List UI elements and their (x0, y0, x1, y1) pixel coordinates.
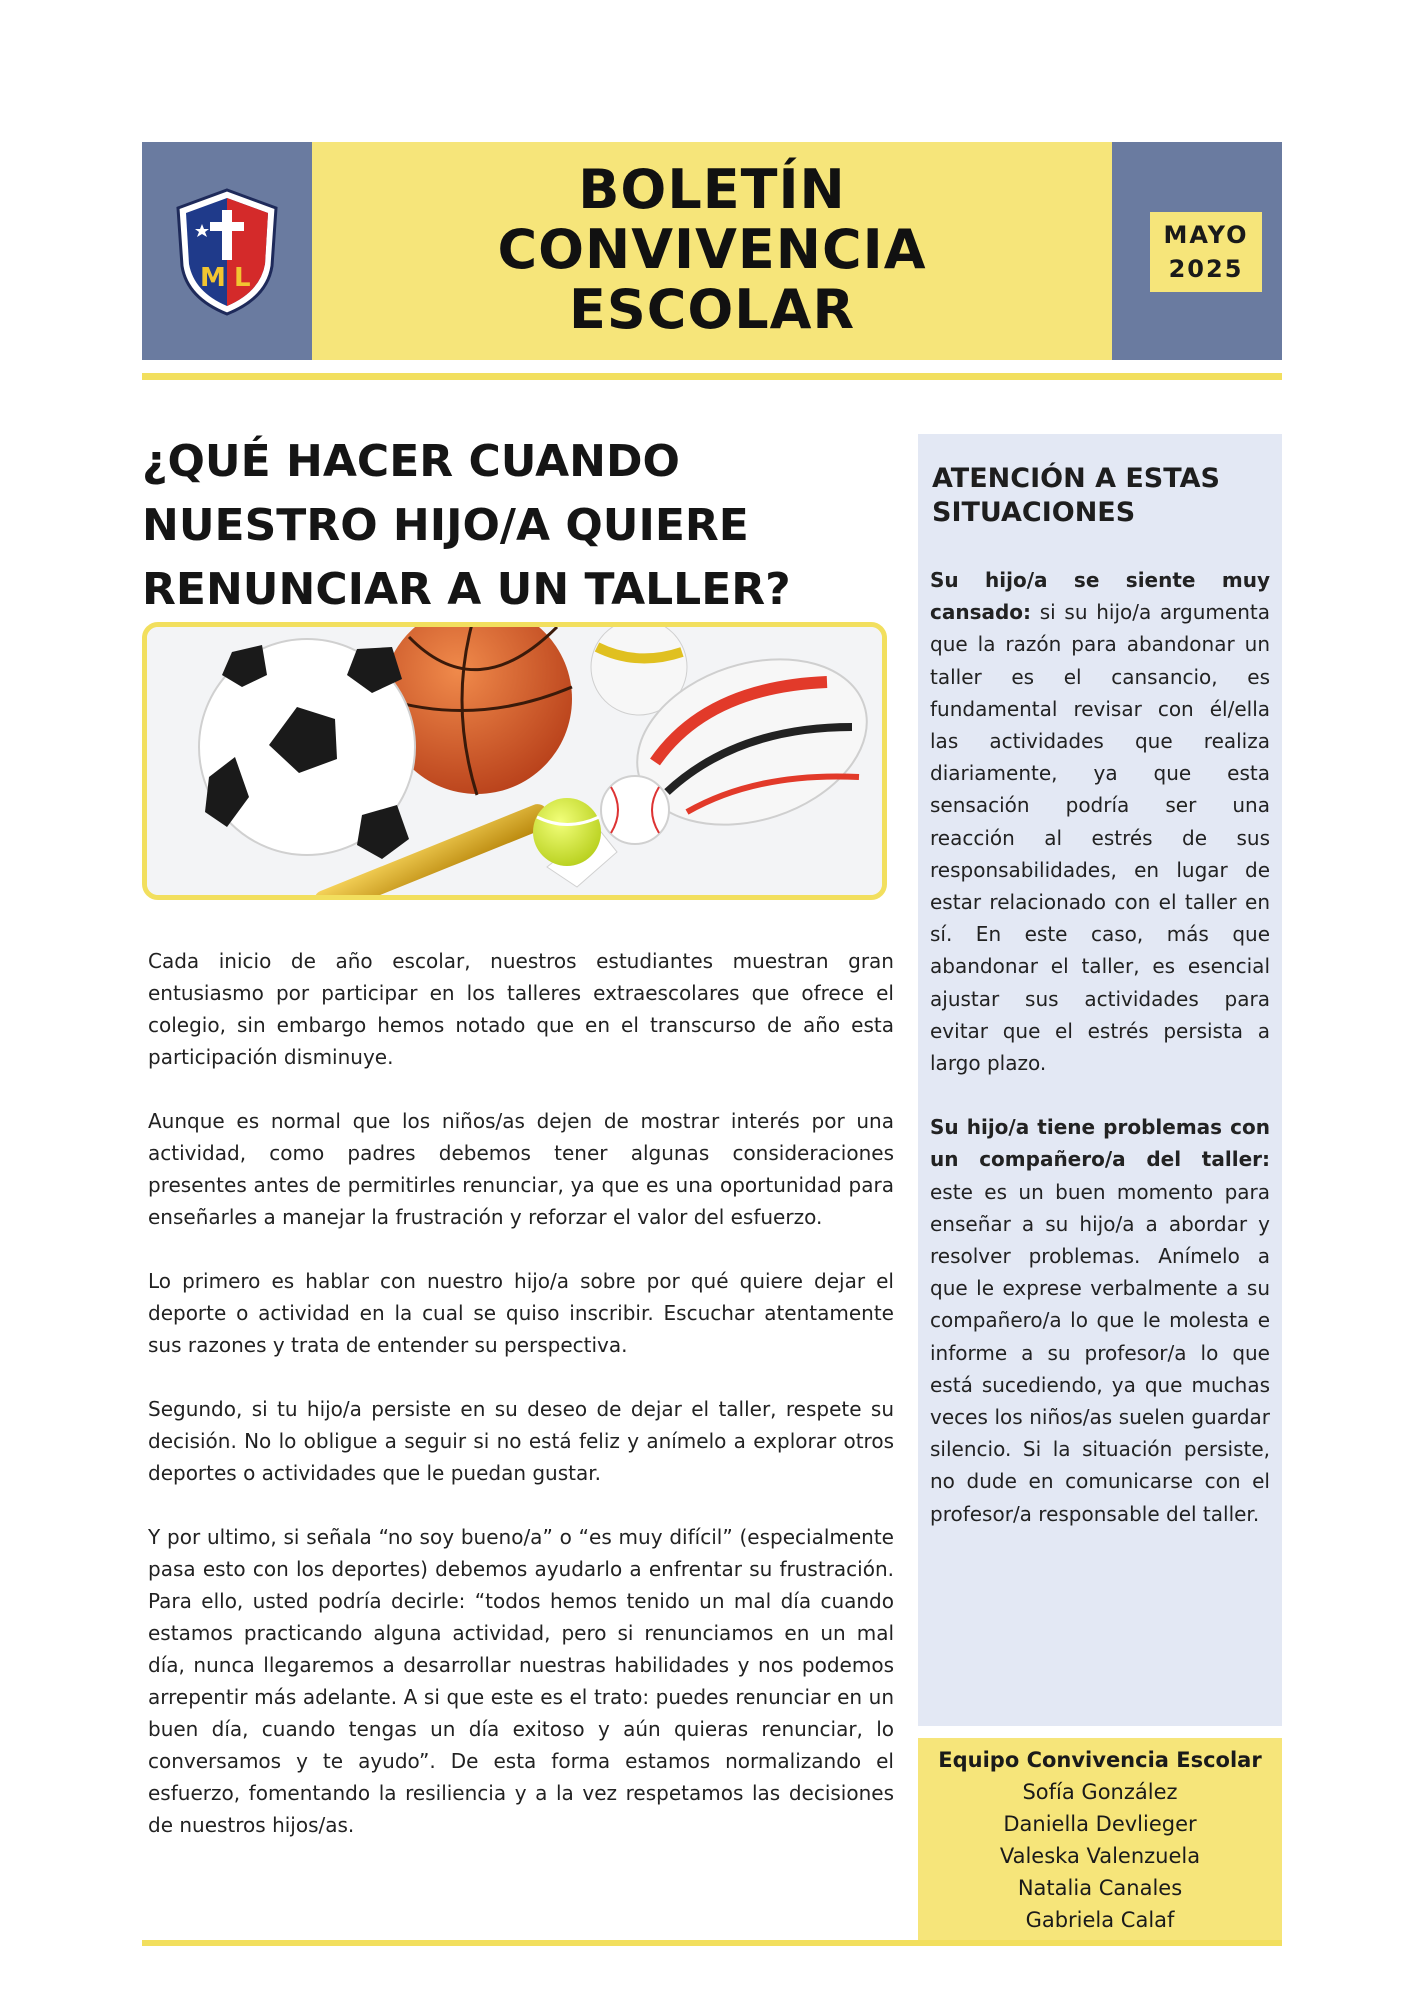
svg-text:M: M (200, 263, 226, 293)
sports-balls-photo (142, 622, 887, 900)
newsletter-header (142, 142, 1282, 360)
school-crest-icon (172, 186, 282, 318)
sidebar-body (930, 564, 1270, 1562)
team-credits-box (918, 1738, 1282, 1943)
article-body (148, 945, 894, 1873)
sidebar-title (932, 462, 1272, 530)
article-paragraph: Y por ultimo, si señala “no soy bueno/a” o “es muy difícil” (especialmente pasa esto con los deportes) debemos ayudarlo a enfrentar su frustración. Para ello, usted podría decirle: “todos hemos tenido un mal día cuando estamos practicando alguna actividad, pero si renunciamos en un mal día, nunca llegaremos a desarrollar nuestras habilidades y nos podemos arrepentir más adelante. A si que este es el trato: puedes renunciar en un buen día, cuando tengas un día exitoso y aún quieras renunciar, lo conversamos y te ayudo”. De esta forma estamos normalizando el esfuerzo, fomentando la resiliencia y a la vez respetamos las decisiones de nuestros hijos/as. (148, 1525, 894, 1837)
title-line: CONVIVENCIA (497, 218, 927, 281)
situation-item (930, 1111, 1270, 1530)
situation-text: este es un buen momento para enseñar a su hijo/a a abordar y resolver problemas. Anímelo a que le exprese verbalmente a su compañero/a lo que le molesta e informe a su profesor/a lo que está sucediendo, ya que muchas veces los niños/as suelen guardar silencio. Si la situación persiste, no dude en comunicarse con el profesor/a responsable del taller. (930, 1179, 1270, 1526)
team-member: Daniella Devlieger (1003, 1812, 1197, 1836)
article-paragraph: Lo primero es hablar con nuestro hijo/a sobre por qué quiere dejar el deporte o actividad en la cual se quiso inscribir. Escuchar atentamente sus razones y trata de entender su perspectiva. (148, 1269, 894, 1357)
team-member: Valeska Valenzuela (999, 1844, 1201, 1868)
article-paragraph: Cada inicio de año escolar, nuestros estudiantes muestran gran entusiasmo por participar en los talleres extraescolares que ofrece el colegio, sin embargo hemos notado que en el transcurso de año esta participación disminuye. (148, 949, 894, 1069)
issue-month: MAYO (1163, 221, 1249, 249)
article-title-line: RENUNCIAR A UN TALLER? (142, 564, 791, 615)
team-member: Gabriela Calaf (1025, 1908, 1175, 1932)
issue-year: 2025 (1168, 255, 1244, 283)
sidebar-title-line: SITUACIONES (932, 497, 1136, 528)
team-member: Natalia Canales (1017, 1876, 1183, 1900)
title-line: ESCOLAR (568, 278, 856, 341)
situation-item (930, 564, 1270, 1079)
situation-text: si su hijo/a argumenta que la razón para abandonar un taller es el cansancio, es fundamental revisar con él/ella las actividades que realiza diariamente, ya que esta sensación podría ser una reacción al estrés de sus responsabilidades, en lugar de estar relacionado con el taller en sí. En este caso, más que abandonar el taller, es esencial ajustar sus actividades para evitar que el estrés persista a largo plazo. (930, 600, 1270, 1076)
article-title-line: ¿QUÉ HACER CUANDO (142, 436, 680, 487)
issue-date-badge (1150, 212, 1262, 292)
title-line: BOLETÍN (578, 158, 846, 221)
article-title-line: NUESTRO HIJO/A QUIERE (142, 500, 749, 551)
situation-lead: Su hijo/a se siente muy cansado: (930, 568, 1270, 625)
sidebar-title-line: ATENCIÓN A ESTAS (932, 463, 1220, 494)
situations-sidebar (918, 434, 1282, 1726)
newsletter-title (312, 160, 1112, 340)
sports-balls-illustration (147, 627, 882, 895)
article-title (142, 430, 902, 622)
footer-divider (142, 1940, 1282, 1946)
team-member: Sofía González (1022, 1780, 1178, 1804)
header-divider (142, 373, 1282, 380)
team-title: Equipo Convivencia Escolar (938, 1748, 1262, 1772)
header-title-panel (312, 142, 1112, 360)
situation-lead: Su hijo/a tiene problemas con un compañero/a del taller: (930, 1115, 1270, 1172)
article-paragraph: Segundo, si tu hijo/a persiste en su deseo de dejar el taller, respete su decisión. No lo obligue a seguir si no está feliz y anímelo a explorar otros deportes o actividades que le puedan gustar. (148, 1397, 894, 1485)
header-left-panel (142, 142, 312, 360)
article-paragraph: Aunque es normal que los niños/as dejen de mostrar interés por una actividad, como padres debemos tener algunas consideraciones presentes antes de permitirles renunciar, ya que es una oportunidad para enseñarles a manejar la frustración y reforzar el valor del esfuerzo. (148, 1109, 894, 1229)
header-right-panel (1112, 142, 1282, 360)
svg-text:L: L (234, 263, 251, 293)
